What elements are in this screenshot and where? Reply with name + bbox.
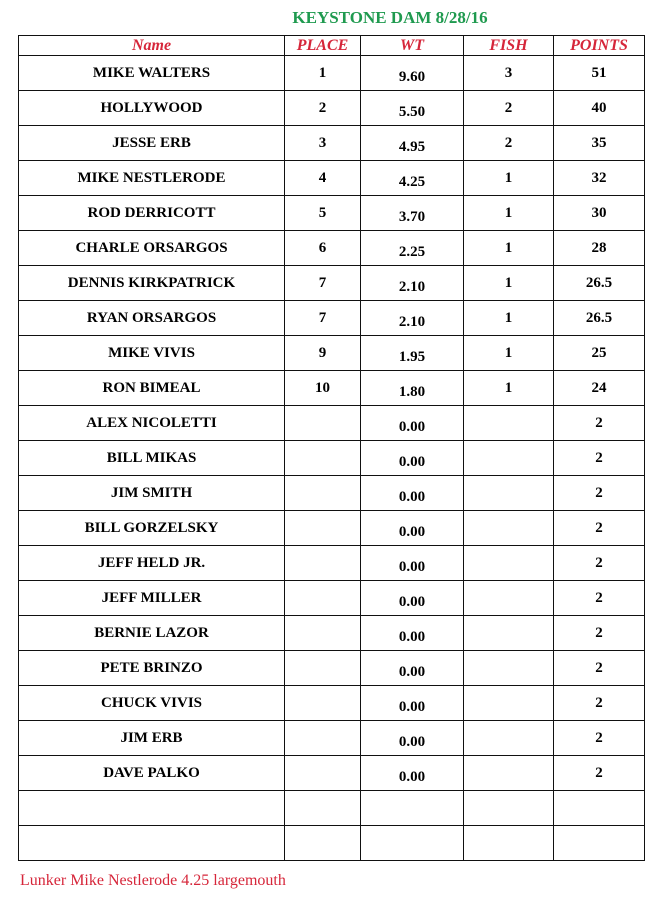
- cell-wt: 0.00: [361, 406, 464, 441]
- cell-wt: 0.00: [361, 546, 464, 581]
- table-row: [19, 406, 645, 441]
- cell-points: 2: [554, 581, 645, 616]
- cell-points: 30: [554, 196, 645, 231]
- cell-points: [554, 826, 645, 861]
- cell-name: RON BIMEAL: [19, 371, 285, 406]
- cell-wt: 0.00: [361, 756, 464, 791]
- cell-place: 5: [285, 196, 361, 231]
- cell-fish: [464, 721, 554, 756]
- table-row: [19, 161, 645, 196]
- cell-place: [285, 826, 361, 861]
- cell-place: [285, 791, 361, 826]
- cell-name: BILL MIKAS: [19, 441, 285, 476]
- cell-name: BILL GORZELSKY: [19, 511, 285, 546]
- table-row: [19, 371, 645, 406]
- cell-wt: 4.25: [361, 161, 464, 196]
- cell-name: JIM ERB: [19, 721, 285, 756]
- cell-points: 2: [554, 721, 645, 756]
- cell-name: [19, 791, 285, 826]
- cell-points: 2: [554, 441, 645, 476]
- cell-name: MIKE VIVIS: [19, 336, 285, 371]
- cell-place: [285, 581, 361, 616]
- cell-place: [285, 686, 361, 721]
- cell-name: HOLLYWOOD: [19, 91, 285, 126]
- cell-fish: 3: [464, 56, 554, 91]
- cell-name: ALEX NICOLETTI: [19, 406, 285, 441]
- cell-wt: 0.00: [361, 511, 464, 546]
- cell-wt: 2.10: [361, 266, 464, 301]
- cell-wt: 0.00: [361, 616, 464, 651]
- cell-fish: 1: [464, 336, 554, 371]
- table-row: [19, 266, 645, 301]
- cell-fish: 1: [464, 196, 554, 231]
- table-row: [19, 651, 645, 686]
- cell-wt: 1.80: [361, 371, 464, 406]
- cell-fish: [464, 511, 554, 546]
- cell-name: PETE BRINZO: [19, 651, 285, 686]
- cell-place: [285, 406, 361, 441]
- table-row: [19, 511, 645, 546]
- cell-points: 25: [554, 336, 645, 371]
- cell-points: 2: [554, 756, 645, 791]
- table-row: [19, 546, 645, 581]
- cell-points: 2: [554, 406, 645, 441]
- cell-place: [285, 511, 361, 546]
- cell-fish: 1: [464, 371, 554, 406]
- table-row: [19, 91, 645, 126]
- cell-points: 35: [554, 126, 645, 161]
- cell-wt: [361, 826, 464, 861]
- cell-name: RYAN ORSARGOS: [19, 301, 285, 336]
- cell-points: 2: [554, 651, 645, 686]
- table-row: [19, 686, 645, 721]
- cell-fish: [464, 651, 554, 686]
- cell-name: ROD DERRICOTT: [19, 196, 285, 231]
- cell-points: 2: [554, 476, 645, 511]
- table-row: [19, 126, 645, 161]
- cell-wt: 9.60: [361, 56, 464, 91]
- cell-place: 9: [285, 336, 361, 371]
- page-title: KEYSTONE DAM 8/28/16: [292, 8, 488, 27]
- cell-place: 3: [285, 126, 361, 161]
- cell-points: [554, 791, 645, 826]
- cell-place: [285, 721, 361, 756]
- cell-place: 6: [285, 231, 361, 266]
- header-points: POINTS: [554, 36, 645, 56]
- cell-wt: 0.00: [361, 721, 464, 756]
- cell-place: 4: [285, 161, 361, 196]
- header-name: Name: [19, 36, 285, 56]
- cell-name: JESSE ERB: [19, 126, 285, 161]
- cell-wt: 4.95: [361, 126, 464, 161]
- cell-points: 26.5: [554, 301, 645, 336]
- cell-fish: [464, 406, 554, 441]
- cell-place: 7: [285, 301, 361, 336]
- cell-place: [285, 616, 361, 651]
- cell-place: 1: [285, 56, 361, 91]
- cell-fish: 2: [464, 126, 554, 161]
- table-row: [19, 231, 645, 266]
- cell-name: CHUCK VIVIS: [19, 686, 285, 721]
- lunker-note: Lunker Mike Nestlerode 4.25 largemouth: [20, 872, 286, 889]
- cell-place: [285, 756, 361, 791]
- cell-wt: 0.00: [361, 581, 464, 616]
- cell-name: [19, 826, 285, 861]
- cell-points: 26.5: [554, 266, 645, 301]
- table-row: [19, 56, 645, 91]
- cell-points: 51: [554, 56, 645, 91]
- cell-fish: 2: [464, 91, 554, 126]
- cell-place: [285, 476, 361, 511]
- cell-fish: 1: [464, 266, 554, 301]
- header-place: PLACE: [285, 36, 361, 56]
- cell-wt: [361, 791, 464, 826]
- cell-points: 32: [554, 161, 645, 196]
- cell-points: 40: [554, 91, 645, 126]
- cell-name: JEFF HELD JR.: [19, 546, 285, 581]
- cell-name: JEFF MILLER: [19, 581, 285, 616]
- cell-fish: [464, 756, 554, 791]
- cell-wt: 5.50: [361, 91, 464, 126]
- cell-wt: 1.95: [361, 336, 464, 371]
- cell-place: [285, 651, 361, 686]
- cell-fish: 1: [464, 161, 554, 196]
- cell-name: DENNIS KIRKPATRICK: [19, 266, 285, 301]
- cell-points: 24: [554, 371, 645, 406]
- cell-place: [285, 441, 361, 476]
- header-wt: WT: [361, 36, 464, 56]
- cell-wt: 3.70: [361, 196, 464, 231]
- table-row: [19, 791, 645, 826]
- cell-place: 7: [285, 266, 361, 301]
- cell-points: 2: [554, 616, 645, 651]
- cell-name: DAVE PALKO: [19, 756, 285, 791]
- cell-points: 2: [554, 511, 645, 546]
- cell-points: 28: [554, 231, 645, 266]
- table-row: [19, 441, 645, 476]
- cell-wt: 2.25: [361, 231, 464, 266]
- cell-fish: [464, 686, 554, 721]
- table-row: [19, 721, 645, 756]
- table-row: [19, 336, 645, 371]
- cell-name: MIKE NESTLERODE: [19, 161, 285, 196]
- table-row: [19, 616, 645, 651]
- cell-wt: 0.00: [361, 441, 464, 476]
- table-row: [19, 196, 645, 231]
- cell-fish: 1: [464, 231, 554, 266]
- table-row: [19, 301, 645, 336]
- cell-points: 2: [554, 686, 645, 721]
- cell-wt: 0.00: [361, 686, 464, 721]
- cell-fish: [464, 581, 554, 616]
- header-fish: FISH: [464, 36, 554, 56]
- cell-name: MIKE WALTERS: [19, 56, 285, 91]
- cell-name: BERNIE LAZOR: [19, 616, 285, 651]
- cell-fish: [464, 546, 554, 581]
- cell-place: 10: [285, 371, 361, 406]
- cell-fish: [464, 476, 554, 511]
- cell-wt: 0.00: [361, 651, 464, 686]
- cell-name: CHARLE ORSARGOS: [19, 231, 285, 266]
- cell-wt: 0.00: [361, 476, 464, 511]
- cell-place: 2: [285, 91, 361, 126]
- table-row: [19, 756, 645, 791]
- cell-name: JIM SMITH: [19, 476, 285, 511]
- cell-place: [285, 546, 361, 581]
- cell-wt: 2.10: [361, 301, 464, 336]
- cell-fish: [464, 826, 554, 861]
- cell-fish: [464, 441, 554, 476]
- results-table: [18, 35, 645, 861]
- cell-points: 2: [554, 546, 645, 581]
- cell-fish: 1: [464, 301, 554, 336]
- table-row: [19, 581, 645, 616]
- table-row: [19, 826, 645, 861]
- table-row: [19, 476, 645, 511]
- cell-fish: [464, 616, 554, 651]
- header-row: [19, 36, 645, 56]
- cell-fish: [464, 791, 554, 826]
